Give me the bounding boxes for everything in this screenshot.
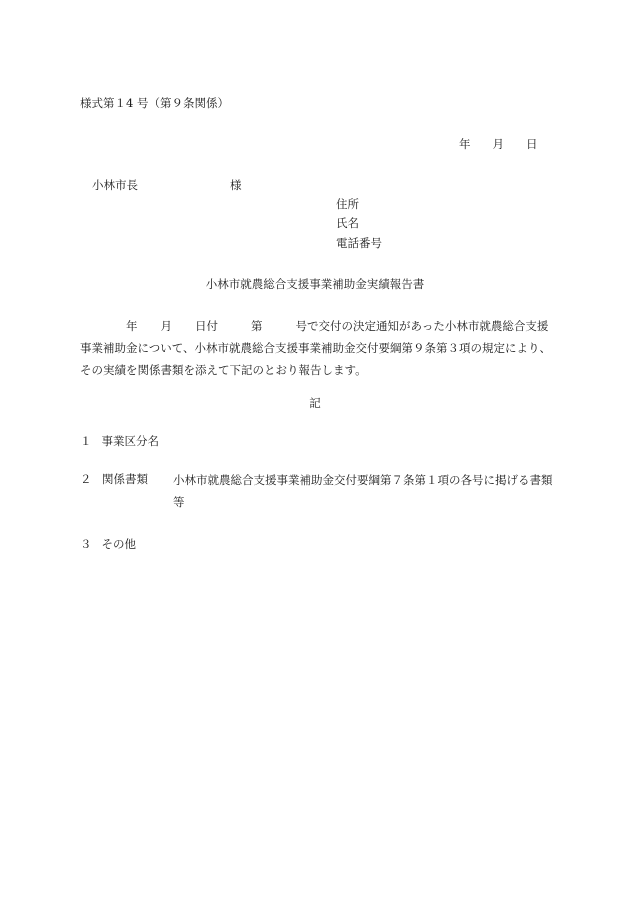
form-number-label: 様式第１4 号（第９条関係） <box>80 96 229 110</box>
date-month: 月 <box>492 137 504 151</box>
body-dai: 第 <box>251 319 263 333</box>
ki-heading: 記 <box>309 396 321 410</box>
applicant-phone-label: 電話番号 <box>336 236 382 250</box>
date-day: 日 <box>526 137 538 151</box>
date-year: 年 <box>459 137 471 151</box>
document-title: 小林市就農総合支援事業補助金実績報告書 <box>205 277 425 291</box>
applicant-name-label: 氏名 <box>336 216 359 230</box>
item-3 <box>80 539 136 551</box>
report-body <box>80 315 555 381</box>
item-2-label: 関係書類 <box>102 472 148 486</box>
item-2-text: 小林市就農総合支援事業補助金交付要綱第７条第１項の各号に掲げる書類等 <box>173 473 553 509</box>
date-line <box>459 139 538 151</box>
item-1-label: 事業区分名 <box>101 434 159 448</box>
item-1-number: １ <box>80 434 92 448</box>
addressee-honorific: 様 <box>230 178 242 192</box>
body-year: 年 <box>126 319 138 333</box>
body-text: 号で交付の決定通知があった小林市就農総合支援事業補助金について、小林市就農総合支援事業補助金交付要綱第９条第３項の規定により、その実績を関係書類を添えて下記のとおり報告します。 <box>80 319 552 377</box>
item-1 <box>80 436 159 448</box>
item-3-number: ３ <box>80 537 92 551</box>
item-2-number: ２ <box>80 472 92 486</box>
body-date-attached: 日付 <box>195 319 218 333</box>
addressee-name: 小林市長 <box>92 178 138 192</box>
item-3-label: その他 <box>101 537 136 551</box>
applicant-address-label: 住所 <box>336 197 359 211</box>
body-month: 月 <box>160 319 172 333</box>
